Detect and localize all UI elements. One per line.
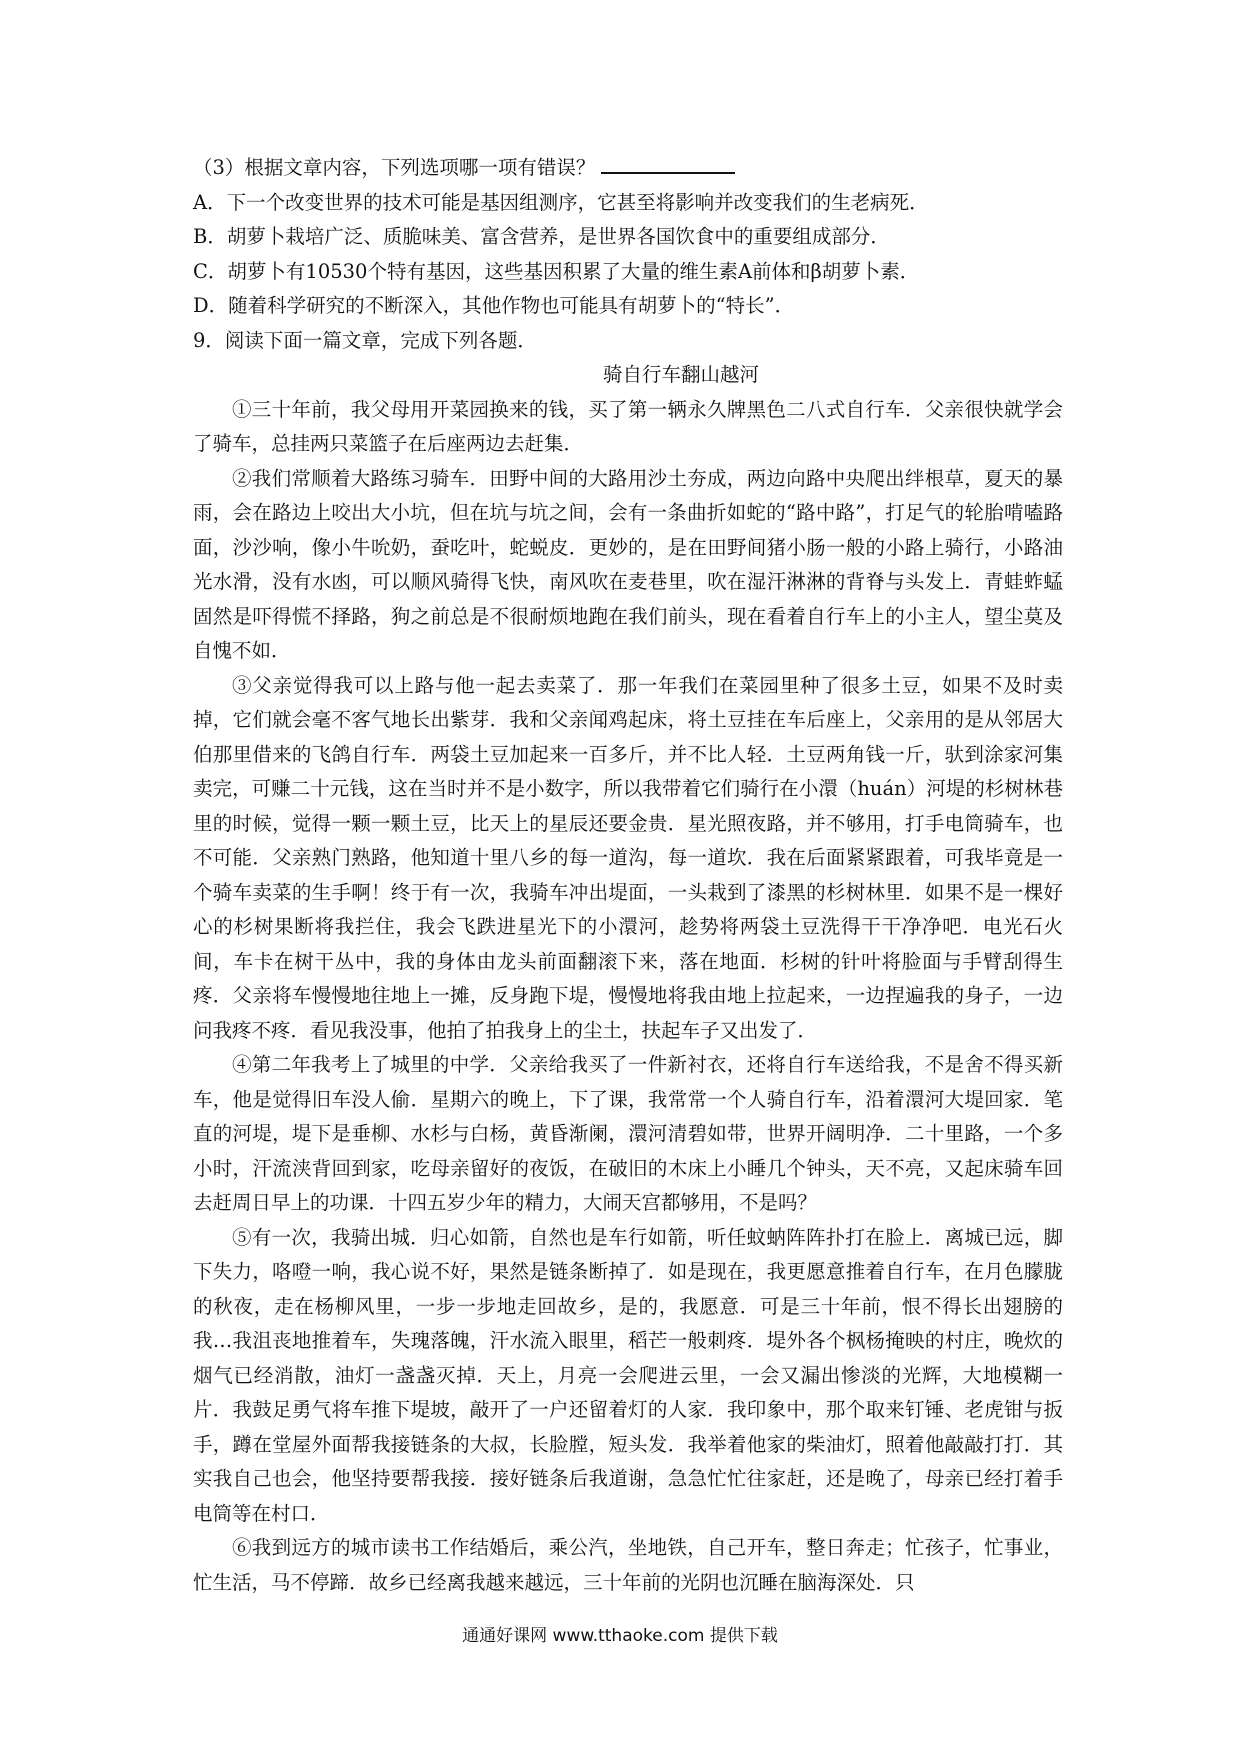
question-3-prompt-text: （3）根据文章内容，下列选项哪一项有错误？: [193, 156, 596, 179]
question-9-prompt: 9．阅读下面一篇文章，完成下列各题．: [193, 328, 537, 352]
article-paragraph-4: ④第二年我考上了城里的中学．父亲给我买了一件新衬衣，还将自行车送给我，不是舍不得买新车，他是觉得旧车没人偷．星期六的晚上，下了课，我常常一个人骑自行车，沿着澴河大堤回家．笔直的河堤，堤下是垂柳、水杉与白杨，黄昏渐阑，澴河清碧如带，世界开阔明净．二十里路，一个多小时，汗流浃背回到家，吃母亲留好的夜饭，在破旧的木床上小睡几个钟头，天不亮，又起床骑车回去赶周日早上的功课．十四五岁少年的精力，大闹天宫都够用，不是吗？: [193, 1053, 1063, 1214]
article-paragraph-3: ③父亲觉得我可以上路与他一起去卖菜了．那一年我们在菜园里种了很多土豆，如果不及时卖掉，它们就会毫不客气地长出紫芽．我和父亲闻鸡起床，将土豆挂在车后座上，父亲用的是从邻居大伯那里借来的飞鸽自行车．两袋土豆加起来一百多斤，并不比人轻．土豆两角钱一斤，驮到涂家河集卖完，可赚二十元钱，这在当时并不是小数字，所以我带着它们骑行在小澴（huán）河堤的杉树林巷里的时候，觉得一颗一颗土豆，比天上的星辰还要金贵．星光照夜路，并不够用，打手电筒骑车，也不可能．父亲熟门熟路，他知道十里八乡的每一道沟，每一道坎．我在后面紧紧跟着，可我毕竟是一个骑车卖菜的生手啊！终于有一次，我骑车冲出堤面，一头栽到了漆黑的杉树林里．如果不是一棵好心的杉树果断将我拦住，我会飞跌进星光下的小澴河，趁势将两袋土豆洗得干干净净吧．电光石火间，车卡在树干丛中，我的身体由龙头前面翻滚下来，落在地面．杉树的针叶将脸面与手臂刮得生疼．父亲将车慢慢地往地上一摊，反身跑下堤，慢慢地将我由地上拉起来，一边捏遍我的身子，一边问我疼不疼．看见我没事，他拍了拍我身上的尘土，扶起车子又出发了．: [193, 673, 1063, 1042]
page-content: [193, 150, 1063, 1600]
page-footer: 通通好课网 www.tthaoke.com 提供下载: [462, 1626, 778, 1646]
article-paragraph-5: ⑤有一次，我骑出城．归心如箭，自然也是车行如箭，听任蚊蚋阵阵扑打在脸上．离城已远，脚下失力，咯噔一响，我心说不好，果然是链条断掉了．如是现在，我更愿意推着自行车，在月色朦胧的秋夜，走在杨柳风里，一步一步地走回故乡，是的，我愿意．可是三十年前，恨不得长出翅膀的我…我沮丧地推着车，失瑰落魄，汗水流入眼里，稻芒一般刺疼．堤外各个枫杨掩映的村庄，晚炊的烟气已经消散，油灯一盏盏灭掉．天上，月亮一会爬进云里，一会又漏出惨淡的光辉，大地模糊一片．我鼓足勇气将车推下堤坡，敲开了一户还留着灯的人家．我印象中，那个取来钉锤、老虎钳与扳手，蹲在堂屋外面帮我接链条的大叔，长脸膛，短头发．我举着他家的柴油灯，照着他敲敲打打．其实我自己也会，他坚持要帮我接．接好链条后我道谢，急急忙忙往家赶，还是晚了，母亲已经打着手电筒等在村口．: [193, 1225, 1063, 1525]
option-a: A．下一个改变世界的技术可能是基因组测序，它甚至将影响并改变我们的生老病死．: [193, 190, 929, 214]
option-d: D．随着科学研究的不断深入，其他作物也可能具有胡萝卜的“特长”．: [193, 294, 795, 317]
article-title: 骑自行车翻山越河: [603, 363, 760, 386]
answer-blank: [601, 150, 735, 174]
option-b: B．胡萝卜栽培广泛、质脆味美、富含营养，是世界各国饮食中的重要组成部分．: [193, 225, 890, 248]
question-3-prompt: [193, 150, 1063, 186]
option-c: C．胡萝卜有10530个特有基因，这些基因积累了大量的维生素A前体和β胡萝卜素．: [193, 259, 920, 283]
article-paragraph-2: ②我们常顺着大路练习骑车．田野中间的大路用沙土夯成，两边向路中央爬出绊根草，夏天的暴雨，会在路边上咬出大小坑，但在坑与坑之间，会有一条曲折如蛇的“路中路”，打足气的轮胎啃嗑路面，沙沙响，像小牛吮奶，蚕吃叶，蛇蜕皮．更妙的，是在田野间猪小肠一般的小路上骑行，小路油光水滑，没有水凼，可以顺风骑得飞快，南风吹在麦巷里，吹在湿汗淋淋的背脊与头发上．青蛙蚱蜢固然是吓得慌不择路，狗之前总是不很耐烦地跑在我们前头，现在看着自行车上的小主人，望尘莫及自愧不如．: [193, 466, 1063, 662]
article-paragraph-1: ①三十年前，我父母用开菜园换来的钱，买了第一辆永久牌黑色二八式自行车．父亲很快就学会了骑车，总挂两只菜篮子在后座两边去赶集．: [193, 397, 1063, 455]
article-paragraph-6: ⑥我到远方的城市读书工作结婚后，乘公汽，坐地铁，自己开车，整日奔走；忙孩子，忙事业，忙生活，马不停蹄．故乡已经离我越来越远，三十年前的光阴也沉睡在脑海深处．只: [193, 1536, 1063, 1594]
